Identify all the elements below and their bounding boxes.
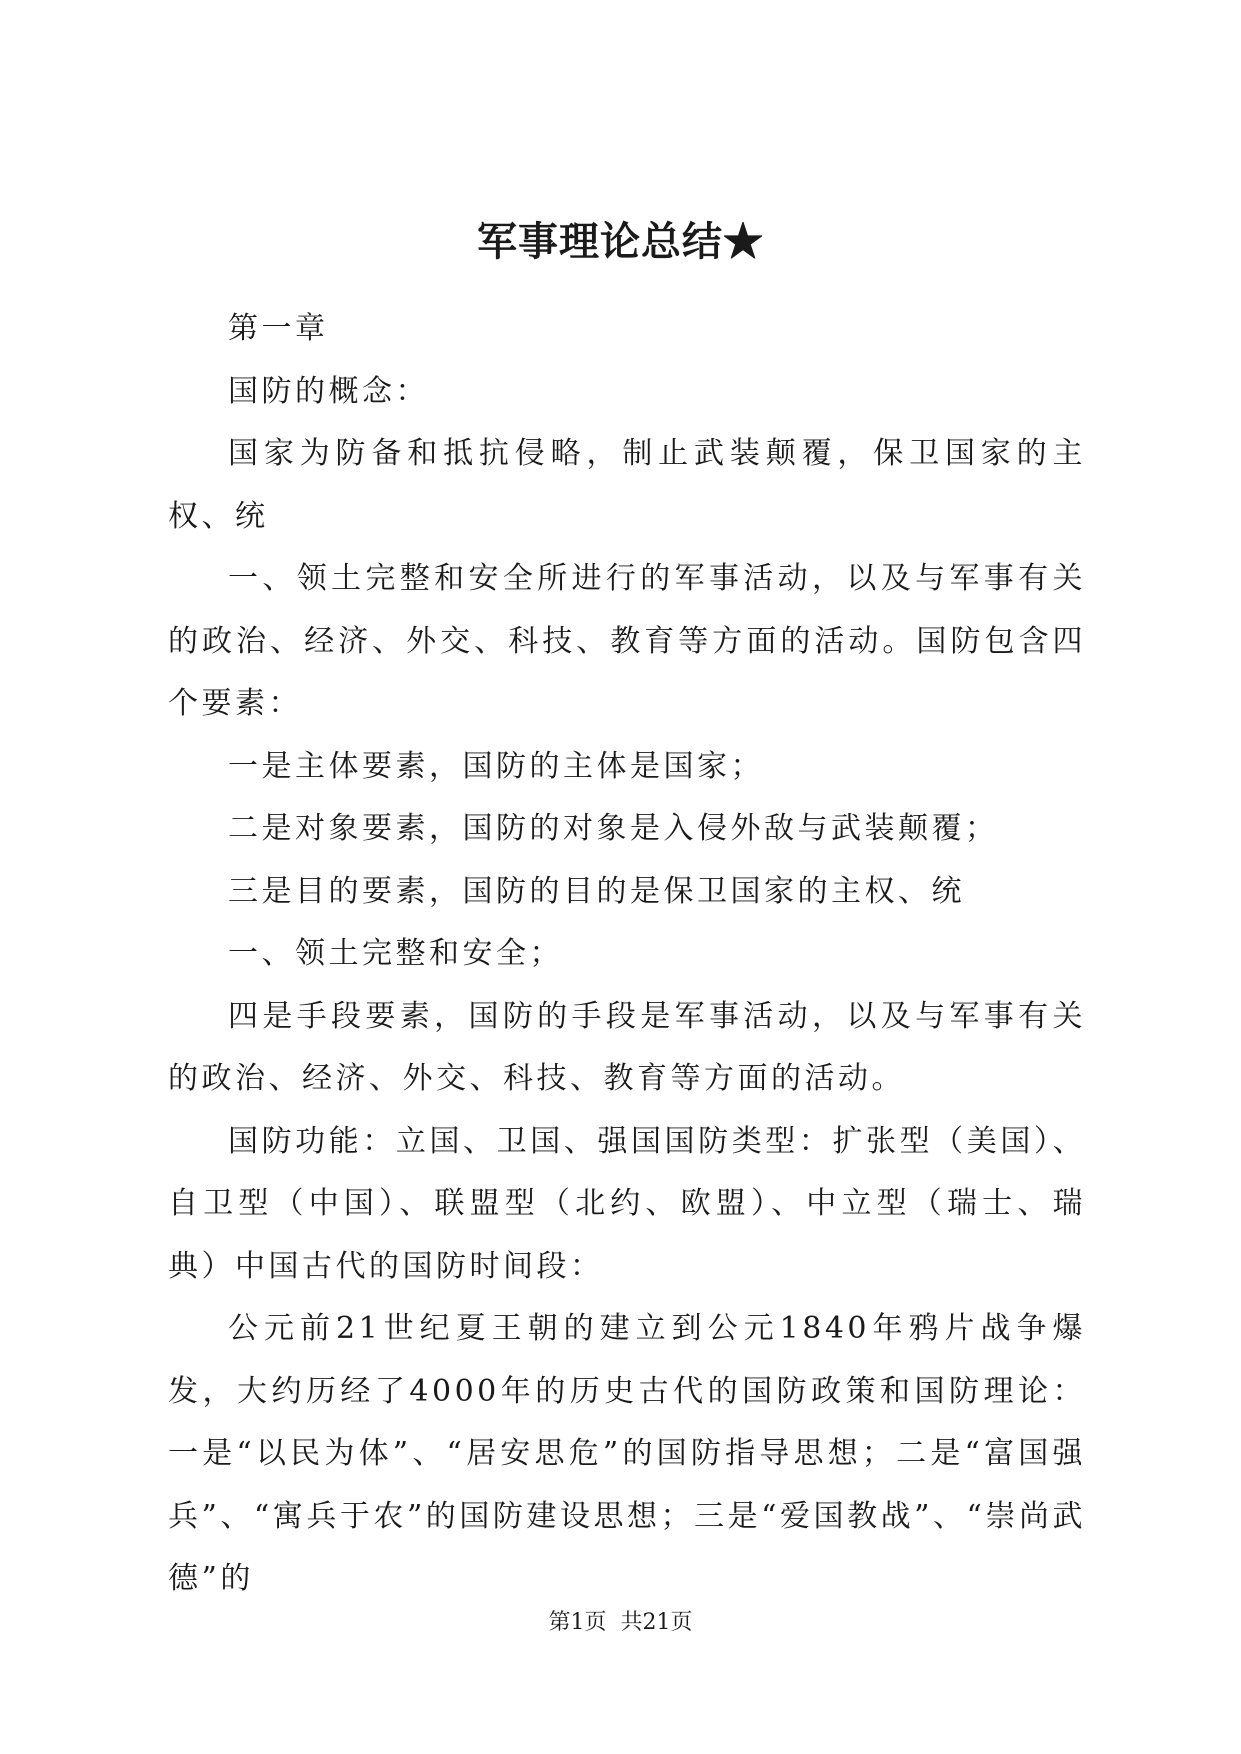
paragraph: 国防的概念： [228,373,429,409]
paragraph: 国防功能：立国、卫国、强国国防类型：扩张型（美国）、自卫型（中国）、联盟型（北约、欧盟）、中立型（瑞士、瑞典）中国古代的国防时间段： [168,1123,1086,1284]
paragraph: 一是主体要素，国防的主体是国家； [228,748,764,784]
paragraph: 第一章 [228,311,329,346]
page-footer [0,1612,1241,1634]
page-number: 第1页 [548,1610,607,1635]
paragraph: 公元前21世纪夏王朝的建立到公元1840年鸦片战争爆发，大约历经了4000年的历史古代的国防政策和国防理论：一是“以民为体”、“居安思危”的国防指导思想；二是“富国强兵”、“寓兵于农”的国防建设思想；三是“爱国教战”、“崇尚武德”的 [168,1311,1086,1596]
paragraph: 一、领土完整和安全； [228,936,563,971]
document-body [168,298,1086,1611]
page-total: 共21页 [620,1610,693,1635]
document-title: 军事理论总结★ [477,218,764,265]
paragraph: 一、领土完整和安全所进行的军事活动，以及与军事有关的政治、经济、外交、科技、教育等方面的活动。国防包含四个要素： [168,561,1086,721]
paragraph: 三是目的要素，国防的目的是保卫国家的主权、统 [228,873,965,909]
paragraph: 四是手段要素，国防的手段是军事活动，以及与军事有关的政治、经济、外交、科技、教育等方面的活动。 [168,998,1086,1096]
paragraph: 国家为防备和抵抗侵略，制止武装颠覆，保卫国家的主权、统 [168,436,1086,534]
paragraph: 二是对象要素，国防的对象是入侵外敌与武装颠覆； [228,811,999,846]
